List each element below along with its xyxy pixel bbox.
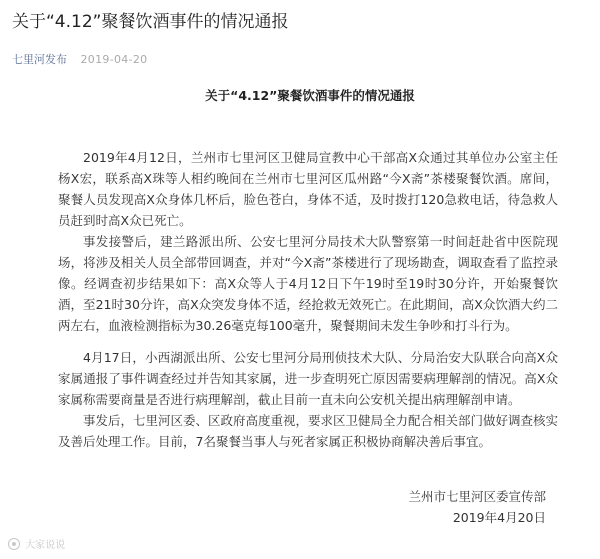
watermark-text: 大家说说	[25, 540, 66, 551]
notice-title: 关于“4.12”聚餐饮酒事件的情况通报	[205, 88, 415, 103]
article-title: 关于“4.12”聚餐饮酒事件的情况通报	[12, 12, 289, 32]
watermark	[8, 538, 65, 553]
notice-signature	[58, 486, 546, 528]
notice-image	[58, 85, 590, 559]
signature-organization: 兰州市七里河区委宣传部	[408, 489, 546, 504]
notice-paragraph-4: 事发后，七里河区委、区政府高度重视，要求区卫健局全力配合相关部门做好调查核实及善后处理工作。目前，7名聚餐当事人与死者家属正积极协商解决善后事宜。	[58, 413, 559, 449]
article-date: 2019-04-20	[80, 53, 148, 66]
article-meta	[12, 52, 147, 68]
notice-paragraph-2: 事发接警后，建兰路派出所、公安七里河分局技术大队警察第一时间赶赴省中医院现场，将涉及相关人员全部带回调查，并对“今X斋”茶楼进行了现场勘查，调取查看了监控录像。经调查初步结果如下：高X众等人于4月12日下午19时至19时30分许，开始聚餐饮酒，至21时30分许，高X众突发身体不适，经抢救无效死亡。在此期间，高X众饮酒大约二两左右，血液检测指标为30.26毫克每100毫升，聚餐期间未发生争吵和打斗行为。	[58, 234, 558, 333]
watermark-logo-icon	[8, 538, 20, 550]
notice-paragraph-3: 4月17日，小西湖派出所、公安七里河分局刑侦技术大队、分局治安大队联合向高X众家属通报了事件调查经过并告知其家属，进一步查明死亡原因需要病理解剖的情况。高X众家属称需要商量是否进行病理解剖，截止目前一直未向公安机关提出病理解剖申请。	[58, 350, 558, 407]
signature-date: 2019年4月20日	[452, 510, 546, 525]
article-source-link[interactable]: 七里河发布	[12, 53, 67, 66]
notice-paragraph-1: 2019年4月12日，兰州市七里河区卫健局宣教中心干部高X众通过其单位办公室主任杨X宏，联系高X珠等人相约晚间在兰州市七里河区瓜州路“今X斋”茶楼聚餐饮酒。席间，聚餐人员发现高X众身体几杯后，脸色苍白，身体不适，及时拨打120急救电话，待急救人员赶到时高X众已死亡。	[58, 150, 558, 228]
